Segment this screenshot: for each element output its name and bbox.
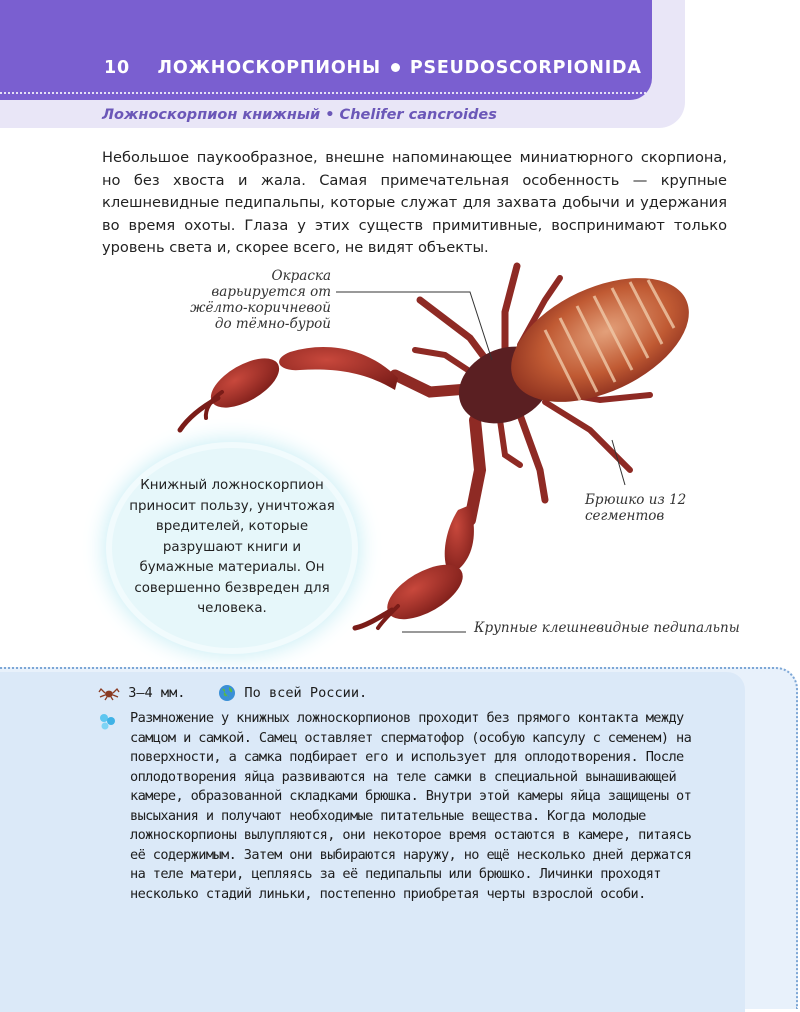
section-title-latin: PSEUDOSCORPIONIDA xyxy=(409,58,642,78)
species-name-ru: Ложноскорпион книжный xyxy=(102,107,321,123)
spider-size-icon xyxy=(98,685,120,701)
annotation-coloration: Окраска варьируется от жёлто-коричневой до тёмно-бурой xyxy=(190,268,331,332)
annotation-abdomen: Брюшко из 12 сегментов xyxy=(585,492,687,524)
fact-bubble-text: Книжный ложноскорпион приносит пользу, уничтожая вредителей, которые разрушают книги и бумажные материалы. Он совершенно безвреден для человека. xyxy=(129,478,335,616)
size-value: 3–4 мм. xyxy=(128,685,186,701)
pedipalp-lower xyxy=(355,420,480,630)
pedipalp-upper xyxy=(180,347,480,430)
dna-icon xyxy=(98,712,118,732)
annotation-pedipalps: Крупные клешневидные педипальпы xyxy=(474,620,740,636)
intro-paragraph: Небольшое паукообразное, внешне напоминающее миниатюрного скорпиона, но без хвоста и жала. Самая примечательная особенность — крупные клешневидные педипальпы, которые служат для захвата добычи и удержания во время охоты. Глаза у этих существ примитивные, воспринимают только уровень света и, скорее всего, не видят объекты. xyxy=(102,149,727,256)
reproduction-text: Размножение у книжных ложноскорпионов проходит без прямого контакта между самцом и самкой. Самец оставляет сперматофор (особую капсулу с семенем) на поверхности, а самка подбирает его и использует для оплодотворения. После оплодотворения яйца развиваются на теле самки в специальной вынашивающей камере, образованной складками брюшка. Внутри этой камеры яйца защищены от высыхания и получают необходимые питательные вещества. Когда молодые ложноскорпионы вылупляются, они некоторое время остаются в камере, питаясь её содержимым. Затем они выбираются наружу, но ещё несколько дней держатся на теле матери, цепляясь за её педипальпы или брюшко. Личинки проходят несколько стадий линьки, постепенно приобретая черты взрослой особи. xyxy=(130,710,692,902)
page-number: 10 xyxy=(104,58,130,78)
globe-icon xyxy=(218,684,236,702)
stats-row xyxy=(98,684,367,702)
species-separator: • xyxy=(325,107,335,123)
range-value: По всей России. xyxy=(244,685,368,701)
species-name-latin: Chelifer cancroides xyxy=(339,107,497,123)
section-title-ru: ЛОЖНОСКОРПИОНЫ xyxy=(157,58,381,78)
